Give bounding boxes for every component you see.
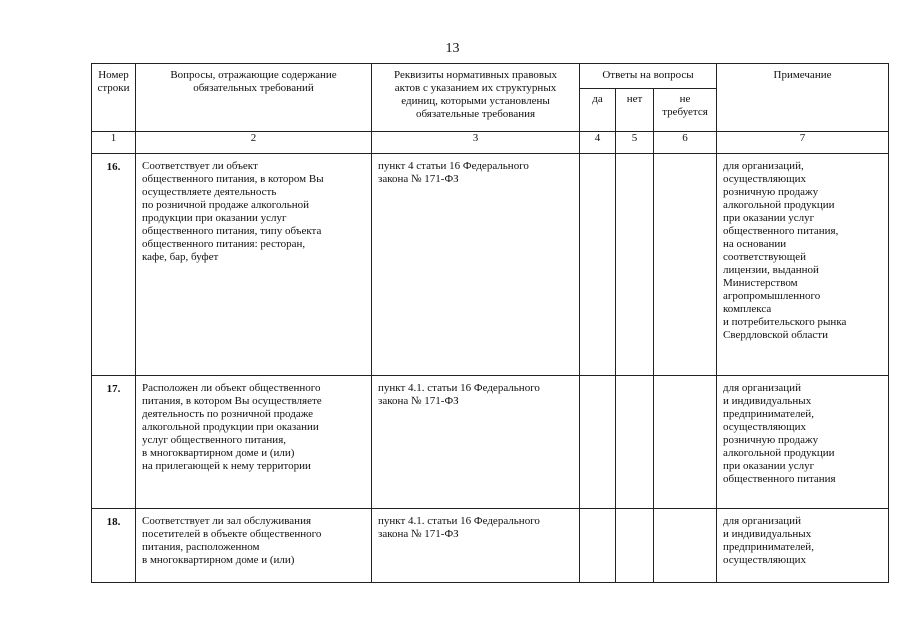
table-row bbox=[92, 154, 889, 376]
question-text: Соответствует ли зал обслуживания посетителей в объекте общественного питания, расположенном в многоквартирном доме и (или) bbox=[136, 509, 372, 583]
page-number: 13 bbox=[445, 41, 460, 56]
table-row bbox=[92, 376, 889, 509]
requirements-checklist-table bbox=[91, 63, 889, 583]
question-text: Расположен ли объект общественного питания, в котором Вы осуществляете деятельность по розничной продаже алкогольной продукции при оказании услуг общественного питания, в многоквартирном доме и (или) на прилегающей к нему территории bbox=[136, 376, 372, 509]
row-number: 16. bbox=[92, 154, 136, 376]
column-number: 7 bbox=[717, 132, 889, 154]
header-not-required: не требуется bbox=[654, 89, 717, 132]
header-row-number: Номер строки bbox=[92, 64, 136, 132]
answer-yes-cell[interactable] bbox=[580, 376, 616, 509]
table-row bbox=[92, 509, 889, 583]
column-number: 2 bbox=[136, 132, 372, 154]
answer-no-cell[interactable] bbox=[616, 509, 654, 583]
answer-not-required-cell[interactable] bbox=[654, 376, 717, 509]
answer-not-required-cell[interactable] bbox=[654, 509, 717, 583]
answer-yes-cell[interactable] bbox=[580, 509, 616, 583]
column-number: 1 bbox=[92, 132, 136, 154]
header-answers: Ответы на вопросы bbox=[580, 64, 717, 89]
column-number: 4 bbox=[580, 132, 616, 154]
answer-yes-cell[interactable] bbox=[580, 154, 616, 376]
note-text: для организаций и индивидуальных предпринимателей, осуществляющих bbox=[717, 509, 889, 583]
answer-no-cell[interactable] bbox=[616, 154, 654, 376]
column-numbers-row bbox=[92, 132, 889, 154]
legal-reference: пункт 4.1. статьи 16 Федерального закона № 171-ФЗ bbox=[372, 509, 580, 583]
note-text: для организаций, осуществляющих розничную продажу алкогольной продукции при оказании услуг общественного питания, на основании соответствующей лицензии, выданной Министерством агропромышленного комплекса и потребительского рынка Свердловской области bbox=[717, 154, 889, 376]
answer-no-cell[interactable] bbox=[616, 376, 654, 509]
row-number: 17. bbox=[92, 376, 136, 509]
header-yes: да bbox=[580, 89, 616, 132]
column-number: 3 bbox=[372, 132, 580, 154]
column-number: 5 bbox=[616, 132, 654, 154]
legal-reference: пункт 4 статьи 16 Федерального закона № 171-ФЗ bbox=[372, 154, 580, 376]
header-legal-references: Реквизиты нормативных правовых актов с указанием их структурных единиц, которыми установлены обязательные требования bbox=[372, 64, 580, 132]
header-row bbox=[92, 64, 889, 89]
header-questions: Вопросы, отражающие содержание обязательных требований bbox=[136, 64, 372, 132]
question-text: Соответствует ли объект общественного питания, в котором Вы осуществляете деятельность по розничной продаже алкогольной продукции при оказании услуг общественного питания, типу объекта общественного питания: ресторан, кафе, бар, буфет bbox=[136, 154, 372, 376]
header-note: Примечание bbox=[717, 64, 889, 132]
note-text: для организаций и индивидуальных предпринимателей, осуществляющих розничную продажу алкогольной продукции при оказании услуг общественного питания bbox=[717, 376, 889, 509]
row-number: 18. bbox=[92, 509, 136, 583]
answer-not-required-cell[interactable] bbox=[654, 154, 717, 376]
column-number: 6 bbox=[654, 132, 717, 154]
legal-reference: пункт 4.1. статьи 16 Федерального закона № 171-ФЗ bbox=[372, 376, 580, 509]
header-no: нет bbox=[616, 89, 654, 132]
